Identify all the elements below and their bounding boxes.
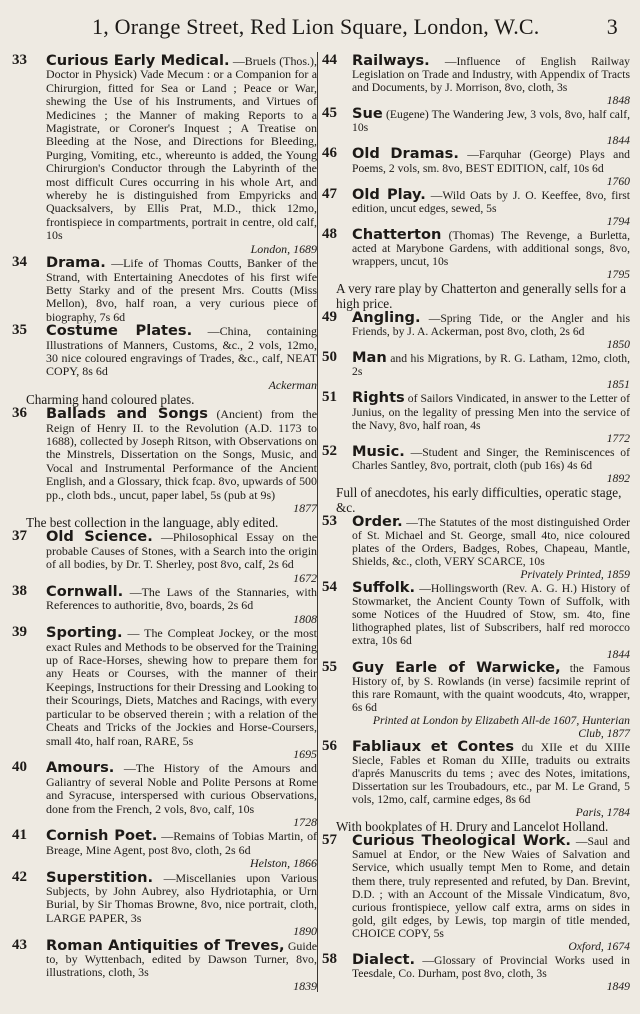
entry-number: 56 [322,737,337,754]
entry-number: 36 [12,405,27,422]
entry-imprint: 1892 [606,471,630,485]
entry-title: Sporting. [46,624,123,642]
entry-description: —China, containing Illustrations of Manners, Customs, &c., 2 vols, 12mo, 30 nice coloured engravings of Trades, &c., calf, NEAT COPY, 8s 6d [46,324,318,379]
entry-description: Guide to, by Wyttenbach, edited by Dawson Turner, 8vo, illustrations, cloth, 3s [46,938,317,980]
entry-description: —Remains of Tobias Martin, of Breage, Mine Agent, post 8vo, cloth, 2s 6d [46,829,318,857]
entry-description: —Spring Tide, or the Angler and his Friends, by J. A. Ackerman, post 8vo, cloth, 2s 6d [352,312,630,339]
entry-number: 52 [322,442,337,459]
catalogue-entry [12,530,317,585]
page-title: 1, Orange Street, Red Lion Square, London, W.C. [92,14,540,39]
catalogue-entry [322,351,630,391]
entry-note: A very rare play by Chatterton and generally sells for a high price. [336,281,627,312]
entry-description: —Farquhar (George) Plays and Poems, 2 vols, sm. 8vo, BEST EDITION, calf, 10s 6d [352,148,630,175]
entry-description: —Hollingsworth (Rev. A. G. H.) History of Stowmarket, the Ancient County Town of Suffolk, with some Notices of the Huudred of Stow, sm. 4to, fine lithographed plates, list of Subscribers, half red morocco extra, 10s 6d [352,582,630,648]
catalogue-entry [322,225,630,281]
entry-number: 55 [322,658,337,675]
entry-number: 57 [322,832,337,849]
catalogue-entry [12,585,317,626]
entry-imprint: Paris, 1784 [575,806,630,820]
entry-imprint: 1794 [606,214,630,228]
catalogue-entry [322,54,630,107]
entry-description: —Student and Singer, the Reminiscences of Charles Santley, 8vo, portrait, cloth (pub 16s) 4s 6d [352,445,630,472]
entry-imprint: 1839 [293,978,317,993]
catalogue-entry [12,407,317,515]
entry-number: 35 [12,322,27,339]
entry-imprint: Ackerman [268,377,317,392]
entry-imprint: Oxford, 1674 [568,939,630,953]
entry-number: 51 [322,389,337,406]
entry-title: Dialect. [352,950,416,968]
entry-imprint: 1695 [293,746,317,761]
entry-description: and his Migrations, by R. G. Latham, 12mo, cloth, 2s [352,352,630,379]
page-number: 3 [606,14,618,39]
entry-title: Sue [352,105,383,123]
entry-imprint: 1772 [606,431,630,445]
entry-number: 44 [322,52,337,68]
entry-description: —The Laws of the Stannaries, with References to authoritie, 8vo, boards, 2s 6d [46,585,317,613]
catalogue-entry [12,761,317,829]
entry-number: 34 [12,254,27,271]
entry-description: —Miscellanies upon Various Subjects, by John Aubrey, also Hydriotaphia, or Urn Burial, by Sir Thomas Browne, 8vo, nice portrait, cloth, LARGE PAPER, 3s [46,870,317,925]
entry-title: Old Science. [46,528,153,546]
entry-number: 58 [322,950,337,967]
catalogue-entry [12,626,317,761]
entry-number: 54 [322,579,337,596]
entry-description: du XIIe et du XIIIe Siecle, Fables et Roman du XIIIe, traduits ou extraits d'aprés Manuscrits du tems ; avec des Notes, imitations, Dissertation sur les Troubadours, etc., par M. Le Grand, 5 vols, 12mo, calf, carmine edges, 8s 6d [352,740,630,807]
entry-title: Superstition. [46,868,154,886]
entry-imprint: 1728 [293,814,317,829]
catalogue-entry [12,256,317,324]
entry-description: (Eugene) The Wandering Jew, 3 vols, 8vo, half calf, 10s [352,108,630,135]
entry-title: Old Dramas. [352,145,459,163]
entry-title: Railways. [352,52,430,69]
entry-description: —Glossary of Provincial Works used in Teesdale, Co. Durham, post 8vo, cloth, 3s [352,953,630,980]
entry-number: 41 [12,827,27,844]
entry-imprint: 1848 [606,94,630,108]
entry-title: Old Play. [352,185,426,203]
entry-imprint: 1672 [293,570,317,585]
entry-note: With bookplates of H. Drury and Lancelot Holland. [336,819,609,835]
entry-description: —Philosophical Essay on the probable Causes of Stones, with a Search into the origin of all bodies, by Dr. T. Sherley, post 8vo, calf, 2s 6d [46,530,317,572]
entry-title: Amours. [46,759,115,777]
entry-number: 38 [12,583,27,600]
catalogue-entry [322,581,630,660]
entry-imprint: 1844 [606,134,630,148]
entry-number: 37 [12,528,27,545]
entry-description: —Wild Oats by J. O. Keeffee, 8vo, first edition, uncut edges, sewed, 5s [352,188,630,215]
entry-title: Man [352,349,387,367]
entry-title: Curious Theological Work. [352,832,571,850]
entry-imprint: Helston, 1866 [250,856,317,871]
entry-description: of Sailors Vindicated, in answer to the Letter of Junius, on the legality of pressing Men into the service of the Navy, 8vo, half roan, 4s [352,392,630,432]
catalogue-entry [12,54,317,256]
catalogue-entry [322,391,630,444]
entry-title: Cornwall. [46,583,124,601]
entry-number: 46 [322,145,337,162]
catalogue-entry [322,311,630,351]
entry-title: Guy Earle of Warwicke, [352,658,561,676]
entry-description: (Thomas) The Revenge, a Burletta, acted at Marybone Gardens, with additional songs, 8vo, wrappers, uncut, 10s [352,228,630,268]
entry-number: 48 [322,225,337,242]
entry-number: 43 [12,936,27,953]
entry-title: Chatterton [352,225,442,243]
entry-imprint: 1877 [293,501,317,515]
entry-imprint: 1851 [606,378,630,392]
entry-imprint: Privately Printed, 1859 [520,568,630,582]
entry-number: 40 [12,759,27,776]
entry-description: —Bruels (Thos.), Doctor in Physick) Vade Mecum : or a Companion for a Chirurgion, fitted for Sea or Land ; Peace or War, shewing the Use of his Instruments, and Virtues of Medicines ; the Manner of making Reports to a Magistrate, or Coroner's Inquest ; A Treatise on Bleeding at the Nose, and Directions for Bleeding, Purging, Vomiting, etc., whereunto is added, the Young Chirurgion's Conductor through the Labyrinth of the most difficult Cures occurring in his whole Art, and whereby he is distinguished from Empyricks and Quacksalvers, by Ellis Prat, M.D., thick 12mo, frontispiece in compartments, portrait in centre, old calf, 10s [46,54,317,243]
catalogue-entry [12,868,317,939]
entry-title: Roman Antiquities of Treves, [46,936,285,954]
entry-number: 45 [322,105,337,122]
entry-imprint: 1808 [293,611,317,626]
entry-title: Rights [352,389,405,407]
catalogue-entry [322,442,630,485]
catalogue-entry [322,834,630,953]
entry-title: Cornish Poet. [46,827,158,845]
entry-title: Costume Plates. [46,322,193,340]
entry-title: Curious Early Medical. [46,52,230,69]
catalogue-entry [322,185,630,228]
entry-title: Order. [352,512,403,530]
catalogue-entry [12,829,317,870]
entry-description: (Ancient) from the Reign of Henry II. to the Revolution (A.D. 1173 to 1688), collected by Joseph Ritson, with Observations on the Minstrels, Dissertation on the Songs, Music, and Vocal and Instrumental Performance of the Ancient English, and a Glossary, thick fcap. 8vo, upwards of 500 pp., cloth bds., uncut, paper label, 5s (pub at 9s) [46,407,317,502]
entry-imprint: 1760 [606,174,630,188]
entry-number: 42 [12,868,27,885]
entry-imprint: Printed at London by Elizabeth All-de 1607, Hunterian Club, 1877 [372,713,630,740]
column-divider [317,52,318,992]
entry-description: —The Statutes of the most distinguished Order of St. Michael and St. George, small 4to, nice coloured plates of the Orders, Badges, Robes, Chapeau, Mantle, Shields, &c., cloth, VERY SCARCE, 10s [352,515,630,569]
entry-description: the Famous History of, by S. Rowlands (in verse) facsimile reprint of this rare Romaunt, with the quaint woodcuts, 4to, wrapper, 6s 6d [352,661,630,714]
entry-number: 47 [322,185,337,202]
entry-imprint: 1844 [606,647,630,661]
entry-description: —Saul and Samuel at Endor, or the New Waies of Salvation and Service, which usually tempt Men to Rome, and detain them there, truly represented and refuted, by Dan. Brevint, D.D. ; with an Account of the Missale Vindicatum, 8vo, curious frontispiece, yellow calf extra, arms on sides in gold, gilt edges, by Lewis, top margin of title mended, CHOICE COPY, 5s [352,835,630,940]
catalogue-entry [322,512,630,582]
entry-title: Music. [352,442,405,460]
catalogue-entry [12,324,317,392]
right-column [322,54,630,993]
entry-description: —Life of Thomas Coutts, Banker of the Strand, with Entertaining Anecdotes of his first wife Betty Starky and of the present Mrs. Coutts (Miss Mellon), 8vo, half roan, a very curious piece of biography, 7s 6d [46,256,317,324]
catalogue-entry [322,950,630,993]
catalogue-entry [322,107,630,147]
entry-title: Angling. [352,309,421,327]
entry-number: 49 [322,309,337,326]
entry-note: Full of anecdotes, his early difficulties, operatic stage, &c. [336,484,622,515]
entry-title: Drama. [46,254,106,272]
entry-title: Suffolk. [352,579,415,597]
catalogue-entry [322,737,630,820]
entry-number: 53 [322,512,337,529]
entry-description: —Influence of English Railway Legislation on Trade and Industry, with Appendix of Tracts and Documents, by J. Morrison, 8vo, cloth, 3s [352,55,630,95]
entry-imprint: 1849 [606,980,630,993]
entry-number: 33 [12,52,27,68]
entry-number: 50 [322,349,337,366]
left-column [12,54,317,993]
entry-title: Fabliaux et Contes [352,737,515,755]
entry-description: —The History of the Amours and Galiantry of several Noble and Polite Persons at Rome and Syracuse, interspersed with curious Observations, done from the French, 2 vols, 8vo, calf, 10s [46,761,317,816]
entry-imprint: London, 1689 [250,241,317,256]
entry-note: The best collection in the language, ably edited. [26,515,279,531]
catalogue-entry [322,658,630,740]
entry-imprint: 1850 [606,338,630,352]
entry-imprint: 1795 [606,268,630,281]
page-header [0,14,640,44]
entry-note: Charming hand coloured plates. [26,392,195,408]
entry-description: — The Compleat Jockey, or the most exact Rules and Methods to be observed for the Training up of Race-Horses, shewing how to prepare them for any Heats or Courses, with the manner of their Keepings, Instructions for their Dressing and Looking to their Scourings, Diets, Matches and Racings, with every particular to be observed therein ; with a relation of the Cheats and Tricks of the Jockies and Horse-Coursers, small 4to, half roan, RARE, 5s [46,626,317,748]
entry-number: 39 [12,624,27,641]
entry-imprint: 1890 [293,924,317,939]
entry-title: Ballads and Songs [46,405,208,423]
catalogue-entry [12,936,317,994]
catalogue-entry [322,147,630,187]
